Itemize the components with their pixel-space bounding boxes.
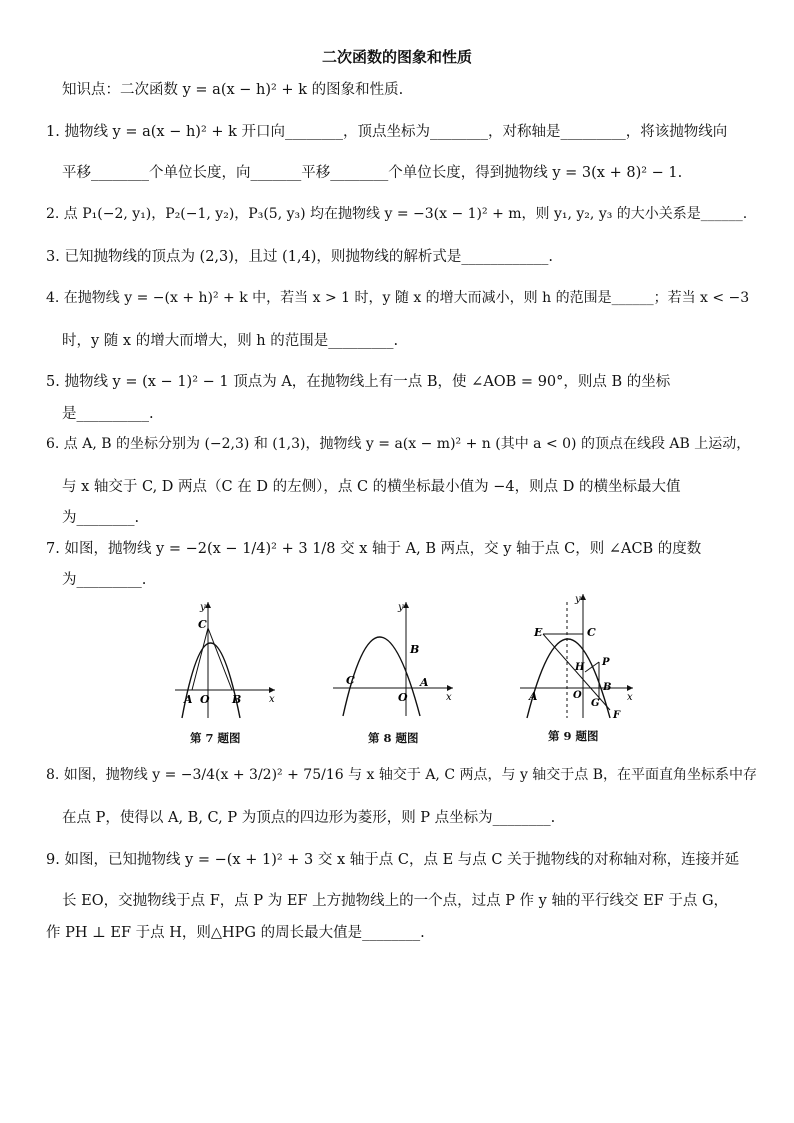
figure-9-graph (515, 590, 640, 725)
question-5-line-2: 是__________. (62, 406, 154, 422)
svg-text:O: O (573, 690, 582, 701)
figure-7-graph (170, 598, 280, 723)
svg-text:x: x (269, 694, 275, 705)
svg-text:x: x (446, 692, 452, 703)
svg-text:A: A (420, 676, 429, 689)
svg-text:C: C (346, 674, 355, 687)
svg-text:x: x (627, 692, 633, 703)
question-4-line-1: 4. 在抛物线 y = −(x + h)² + k 中，若当 x > 1 时，y 随 x 的增大而减小，则 h 的范围是______；若当 x < −3 (46, 290, 750, 306)
question-1-line-1: 1. 抛物线 y = a(x − h)² + k 开口向________，顶点坐标为________，对称轴是_________，将该抛物线向 (46, 124, 728, 140)
question-4-line-2: 时，y 随 x 的增大而增大，则 h 的范围是_________. (62, 333, 399, 349)
question-9-line-1: 9. 如图，已知抛物线 y = −(x + 1)² + 3 交 x 轴于点 C，点 E 与点 C 关于抛物线的对称轴对称，连接并延 (46, 852, 740, 868)
figures-row (160, 590, 640, 750)
question-2: 2. 点 P₁(−2, y₁)，P₂(−1, y₂)，P₃(5, y₃) 均在抛物线 y = −3(x − 1)² + m，则 y₁, y₂, y₃ 的大小关系是______. (46, 206, 748, 222)
question-3: 3. 已知抛物线的顶点为 (2,3)，且过 (1,4)，则抛物线的解析式是____________. (46, 249, 554, 265)
svg-text:B: B (603, 682, 612, 693)
svg-text:y: y (200, 602, 206, 613)
svg-text:G: G (591, 698, 600, 709)
question-9-line-3: 作 PH ⊥ EF 于点 H，则△HPG 的周长最大值是________. (46, 925, 425, 941)
svg-text:C: C (587, 626, 596, 639)
page-title: 二次函数的图象和性质 (321, 48, 472, 66)
question-6-line-3: 为________. (62, 510, 140, 526)
question-1-line-2: 平移________个单位长度，向_______平移________个单位长度，得到抛物线 y = 3(x + 8)² − 1. (62, 165, 683, 181)
question-7-line-2: 为_________. (62, 572, 147, 588)
svg-text:O: O (200, 693, 210, 706)
question-7-line-1: 7. 如图，抛物线 y = −2(x − 1/4)² + 3 1/8 交 x 轴于 A, B 两点，交 y 轴于点 C，则 ∠ACB 的度数 (46, 541, 702, 557)
svg-text:P: P (602, 657, 610, 668)
question-5-line-1: 5. 抛物线 y = (x − 1)² − 1 顶点为 A，在抛物线上有一点 B，使 ∠AOB = 90°，则点 B 的坐标 (46, 374, 671, 390)
svg-text:O: O (398, 691, 408, 704)
question-8-line-1: 8. 如图，抛物线 y = −3/4(x + 3/2)² + 75/16 与 x 轴交于 A, C 两点，与 y 轴交于点 B，在平面直角坐标系中存 (46, 767, 758, 783)
figure-8-graph (328, 598, 458, 723)
question-9-line-2: 长 EO，交抛物线于点 F，点 P 为 EF 上方抛物线上的一个点，过点 P 作 y 轴的平行线交 EF 于点 G， (62, 893, 729, 909)
svg-text:F: F (613, 710, 621, 721)
svg-text:y: y (575, 594, 581, 605)
figure-9-caption: 第 9 题图 (548, 729, 599, 743)
intro-text: 知识点：二次函数 y = a(x − h)² + k 的图象和性质. (62, 82, 404, 98)
svg-text:y: y (398, 602, 404, 613)
figure-8-caption: 第 8 题图 (368, 731, 419, 745)
svg-text:A: A (184, 693, 193, 706)
question-6-line-1: 6. 点 A, B 的坐标分别为 (−2,3) 和 (1,3)，抛物线 y = a(x − m)² + n (其中 a < 0) 的顶点在线段 AB 上运动， (46, 436, 751, 452)
svg-text:B: B (232, 693, 242, 706)
svg-text:C: C (198, 618, 207, 631)
svg-text:H: H (575, 662, 585, 673)
svg-text:E: E (534, 626, 543, 639)
svg-text:A: A (529, 690, 538, 703)
svg-text:B: B (410, 643, 420, 656)
question-8-line-2: 在点 P，使得以 A, B, C, P 为顶点的四边形为菱形，则 P 点坐标为________. (62, 810, 556, 826)
figure-7-caption: 第 7 题图 (190, 731, 241, 745)
question-6-line-2: 与 x 轴交于 C, D 两点（C 在 D 的左侧），点 C 的横坐标最小值为 −4，则点 D 的横坐标最大值 (62, 479, 681, 495)
